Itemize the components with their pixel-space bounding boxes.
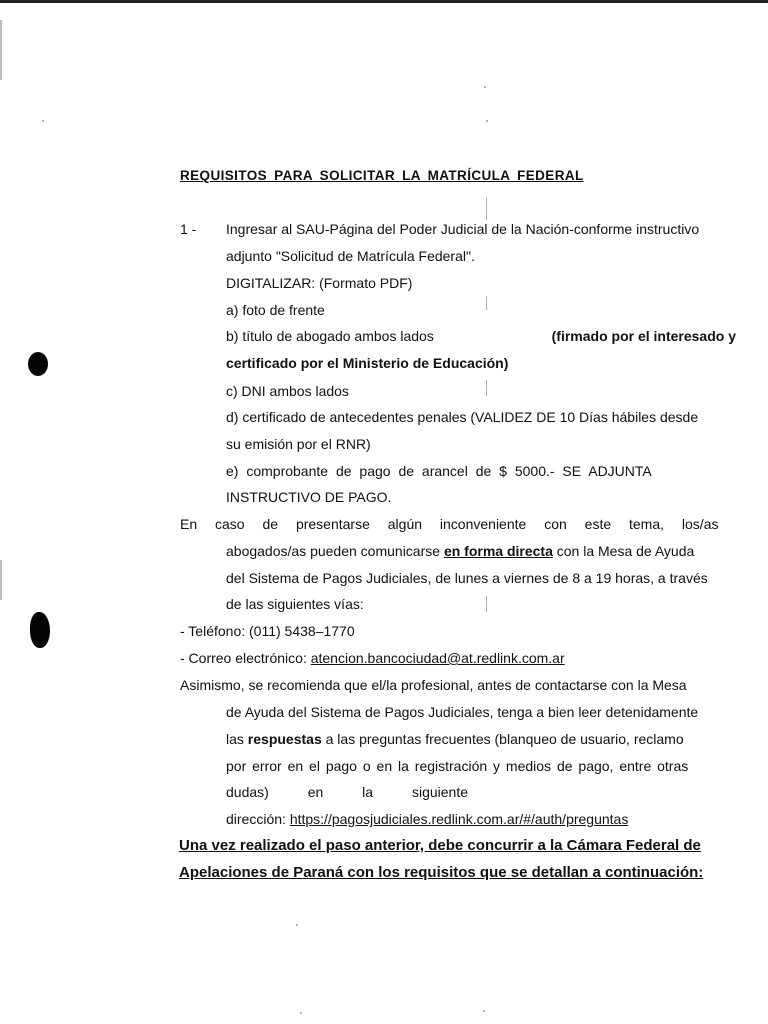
- scan-speck: [483, 1010, 485, 1012]
- contact-line2-text: abogados/as pueden comunicarse: [226, 543, 444, 559]
- contact-line2: [226, 541, 694, 561]
- scan-speck: [296, 924, 298, 926]
- answers-emphasis: respuestas: [247, 731, 322, 747]
- requirement-b-emphasis: (firmado por el interesado y: [551, 328, 736, 344]
- advice-line2: de Ayuda del Sistema de Pagos Judiciales, tenga a bien leer detenidamente: [226, 704, 699, 720]
- scan-left-edge: [0, 20, 2, 80]
- advice-line3-suffix: a las preguntas frecuentes (blanqueo de usuario, reclamo: [321, 731, 684, 747]
- advice-line4: por error en el pago o en la registración y medios de pago, entre otras: [226, 758, 689, 774]
- requirement-b-text: b) título de abogado ambos lados: [226, 328, 434, 344]
- final-instruction-line2: Apelaciones de Paraná con los requisitos que se detallan a continuación:: [179, 864, 704, 881]
- scan-speck: [300, 1012, 302, 1014]
- direct-contact-emphasis: en forma directa: [443, 543, 553, 559]
- advice-line6: [226, 809, 628, 829]
- requirement-b-line2: certificado por el Ministerio de Educación): [226, 355, 509, 371]
- scan-left-edge-lower: [0, 560, 2, 600]
- punch-hole-top: [28, 352, 48, 376]
- digitalizar-heading: DIGITALIZAR: (Formato PDF): [226, 275, 413, 291]
- advice-line3: [226, 729, 684, 749]
- scan-speck: [484, 86, 486, 88]
- address-label: dirección:: [226, 811, 290, 827]
- scan-fold-mark: [486, 296, 487, 310]
- scan-speck: [42, 120, 44, 122]
- email-label: - Correo electrónico:: [180, 650, 311, 666]
- document-title: REQUISITOS PARA SOLICITAR LA MATRÍCULA FEDERAL: [180, 168, 584, 183]
- requirement-c: c) DNI ambos lados: [226, 383, 349, 399]
- contact-line4: de las siguientes vías:: [226, 596, 364, 612]
- scan-top-edge: [0, 0, 768, 3]
- requirement-e-line2: INSTRUCTIVO DE PAGO.: [226, 489, 392, 505]
- contact-line3: del Sistema de Pagos Judiciales, de lunes a viernes de 8 a 19 horas, a través: [226, 570, 708, 586]
- email-line: [180, 648, 565, 668]
- item1-line2: adjunto "Solicitud de Matrícula Federal".: [226, 248, 475, 264]
- contact-line1: En caso de presentarse algún inconveniente con este tema, los/as: [180, 516, 719, 532]
- email-link[interactable]: atencion.bancociudad@at.redlink.com.ar: [310, 650, 565, 666]
- phone-line: - Teléfono: (011) 5438–1770: [180, 623, 355, 639]
- requirement-d-line1: d) certificado de antecedentes penales (VALIDEZ DE 10 Días hábiles desde: [226, 409, 699, 425]
- advice-line5: dudas) en la siguiente: [226, 784, 469, 800]
- requirement-b-line1: [226, 326, 736, 346]
- advice-line3-text: las: [226, 731, 248, 747]
- scan-fold-mark: [486, 596, 487, 612]
- scan-fold-mark: [486, 380, 487, 396]
- scan-fold-mark: [486, 198, 487, 220]
- final-instruction-line1: Una vez realizado el paso anterior, debe concurrir a la Cámara Federal de: [179, 837, 701, 854]
- requirement-a: a) foto de frente: [226, 302, 325, 318]
- item1-line1: Ingresar al SAU-Página del Poder Judicial de la Nación-conforme instructivo: [226, 221, 700, 237]
- item-number: 1 -: [180, 221, 197, 237]
- advice-line1: Asimismo, se recomienda que el/la profesional, antes de contactarse con la Mesa: [180, 677, 687, 693]
- punch-hole-bottom: [30, 612, 50, 648]
- faq-url-link[interactable]: https://pagosjudiciales.redlink.com.ar/#/auth/preguntas: [289, 811, 629, 827]
- contact-line2-suffix: con la Mesa de Ayuda: [552, 543, 695, 559]
- requirement-e-line1: e) comprobante de pago de arancel de $ 5000.- SE ADJUNTA: [226, 463, 652, 479]
- requirement-d-line2: su emisión por el RNR): [226, 436, 371, 452]
- scan-speck: [486, 120, 488, 122]
